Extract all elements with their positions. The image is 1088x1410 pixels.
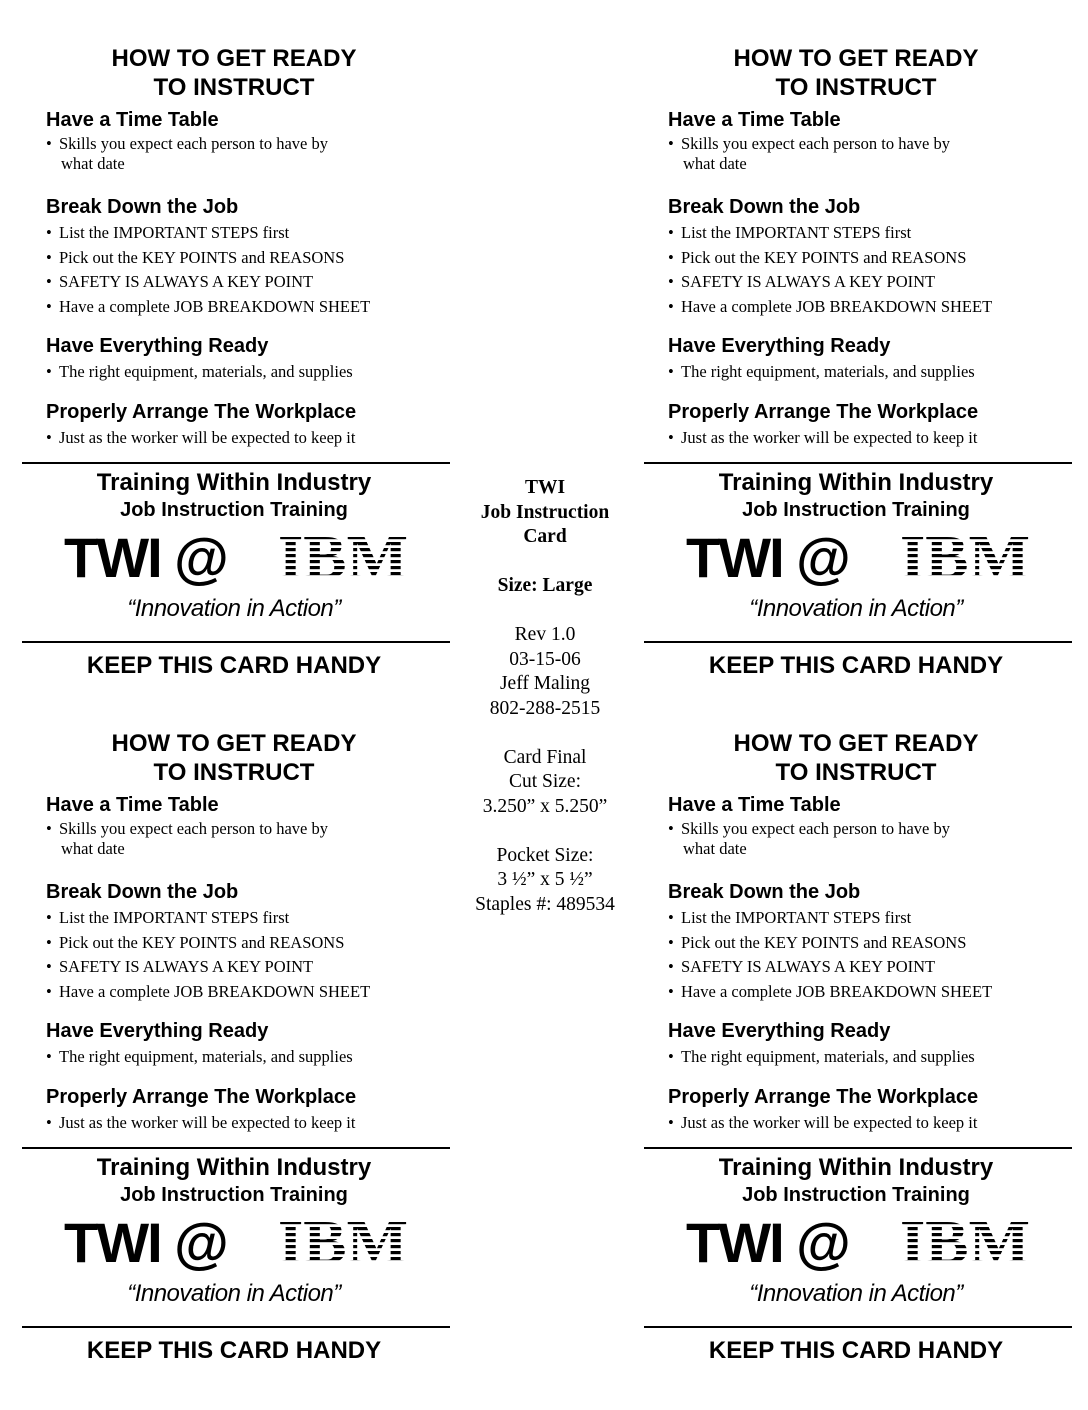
section-break-down <box>46 880 446 1004</box>
section-arrange-workplace <box>46 1085 446 1136</box>
program-title: Job Instruction Training <box>120 1184 348 1206</box>
bullet-item: • Pick out the KEY POINTS and REASONS <box>668 246 1068 271</box>
bullet-text-continued: what date <box>683 154 747 173</box>
info-size-label: Size: Large <box>497 575 593 596</box>
instruction-card-bottom-left <box>14 725 454 1410</box>
section-break-down <box>668 880 1068 1004</box>
bullet-item: • Have a complete JOB BREAKDOWN SHEET <box>46 295 446 320</box>
logo-ibm-text: IBM <box>900 1215 1030 1271</box>
bullet-item: • Have a complete JOB BREAKDOWN SHEET <box>668 980 1068 1005</box>
bullet-text: Skills you expect each person to have by <box>681 134 950 153</box>
twi-ibm-logo <box>684 530 1032 586</box>
info-cut-line1: Card Final <box>503 746 587 768</box>
logo-twi-text: TWI @ <box>64 530 227 586</box>
card-title-line2: TO INSTRUCT <box>153 759 315 786</box>
info-pocket-label: Pocket Size: <box>496 844 594 866</box>
divider-line <box>644 1147 1072 1149</box>
bullet-item: • The right equipment, materials, and supplies <box>46 1045 446 1070</box>
section-time-table <box>668 793 1068 859</box>
card-spec-info <box>460 476 630 917</box>
section-heading: Have Everything Ready <box>46 335 269 357</box>
section-heading: Have Everything Ready <box>46 1020 269 1042</box>
program-title: Job Instruction Training <box>742 499 970 521</box>
section-everything-ready <box>668 1019 1068 1070</box>
logo-twi-text: TWI @ <box>686 530 849 586</box>
section-time-table <box>46 793 446 859</box>
section-heading: Properly Arrange The Workplace <box>46 1086 357 1108</box>
slogan: “Innovation in Action” <box>749 595 963 622</box>
divider-line <box>644 462 1072 464</box>
info-line-twi: TWI <box>524 477 566 498</box>
section-heading: Break Down the Job <box>46 196 239 218</box>
section-heading: Have a Time Table <box>668 109 841 131</box>
bullet-text: Skills you expect each person to have by <box>59 134 328 153</box>
section-everything-ready <box>668 334 1068 385</box>
section-heading: Break Down the Job <box>668 196 861 218</box>
bullet-item: • List the IMPORTANT STEPS first <box>668 221 1068 246</box>
bullet-item <box>46 134 446 174</box>
bullet-item <box>46 819 446 859</box>
info-revision: Rev 1.0 <box>514 624 576 645</box>
org-title: Training Within Industry <box>96 1154 372 1181</box>
section-heading: Properly Arrange The Workplace <box>46 401 357 423</box>
bullet-item: • Pick out the KEY POINTS and REASONS <box>46 246 446 271</box>
section-time-table <box>668 108 1068 174</box>
bullet-item: • SAFETY IS ALWAYS A KEY POINT <box>46 270 446 295</box>
divider-line <box>22 1326 450 1328</box>
bullet-text-continued: what date <box>683 839 747 858</box>
instruction-card-top-left <box>14 40 454 725</box>
card-title <box>14 44 454 102</box>
bullet-text: Skills you expect each person to have by <box>681 819 950 838</box>
info-pocket-size: 3 ½” x 5 ½” <box>497 869 593 890</box>
section-time-table <box>46 108 446 174</box>
section-heading: Have a Time Table <box>46 109 219 131</box>
info-line-job-instruction: Job Instruction <box>480 501 610 523</box>
card-title-line2: TO INSTRUCT <box>153 74 315 101</box>
section-arrange-workplace <box>668 1085 1068 1136</box>
card-title <box>14 729 454 787</box>
twi-ibm-logo <box>684 1215 1032 1271</box>
bullet-item: • Pick out the KEY POINTS and REASONS <box>668 931 1068 956</box>
bullet-item: • Have a complete JOB BREAKDOWN SHEET <box>668 295 1068 320</box>
program-title: Job Instruction Training <box>120 499 348 521</box>
bullet-item: • Just as the worker will be expected to keep it <box>46 1111 446 1136</box>
bullet-item <box>668 819 1068 859</box>
logo-ibm-text: IBM <box>900 530 1030 586</box>
card-title-line2: TO INSTRUCT <box>775 759 937 786</box>
section-heading: Have a Time Table <box>668 794 841 816</box>
bullet-text: Skills you expect each person to have by <box>59 819 328 838</box>
info-cut-size: 3.250” x 5.250” <box>482 795 608 817</box>
section-heading: Have Everything Ready <box>668 335 891 357</box>
bullet-item: • SAFETY IS ALWAYS A KEY POINT <box>46 955 446 980</box>
footer-keep-card: KEEP THIS CARD HANDY <box>86 652 382 679</box>
org-title: Training Within Industry <box>718 1154 994 1181</box>
section-heading: Break Down the Job <box>668 881 861 903</box>
section-arrange-workplace <box>668 400 1068 451</box>
info-staples-number: Staples #: 489534 <box>475 893 615 915</box>
divider-line <box>22 1147 450 1149</box>
card-title-line1: HOW TO GET READY <box>733 730 979 757</box>
org-title: Training Within Industry <box>96 469 372 496</box>
bullet-item <box>668 134 1068 174</box>
org-title: Training Within Industry <box>718 469 994 496</box>
instruction-card-top-right <box>636 40 1076 725</box>
info-phone: 802-288-2515 <box>489 697 601 719</box>
slogan: “Innovation in Action” <box>127 1280 341 1307</box>
bullet-item: • Just as the worker will be expected to keep it <box>668 426 1068 451</box>
footer-keep-card: KEEP THIS CARD HANDY <box>708 1337 1004 1364</box>
logo-ibm-text: IBM <box>278 530 408 586</box>
section-heading: Properly Arrange The Workplace <box>668 1086 979 1108</box>
divider-line <box>22 462 450 464</box>
bullet-item: • SAFETY IS ALWAYS A KEY POINT <box>668 270 1068 295</box>
section-arrange-workplace <box>46 400 446 451</box>
slogan: “Innovation in Action” <box>749 1280 963 1307</box>
info-author: Jeff Maling <box>499 673 591 694</box>
program-title: Job Instruction Training <box>742 1184 970 1206</box>
bullet-text-continued: what date <box>61 839 125 858</box>
section-everything-ready <box>46 334 446 385</box>
logo-twi-text: TWI @ <box>686 1215 849 1271</box>
bullet-item: • Pick out the KEY POINTS and REASONS <box>46 931 446 956</box>
info-date: 03-15-06 <box>509 648 581 670</box>
logo-twi-text: TWI @ <box>64 1215 227 1271</box>
divider-line <box>644 1326 1072 1328</box>
logo-ibm-text: IBM <box>278 1215 408 1271</box>
card-title-line1: HOW TO GET READY <box>733 45 979 72</box>
bullet-text-continued: what date <box>61 154 125 173</box>
bullet-item: • List the IMPORTANT STEPS first <box>46 906 446 931</box>
card-title-line1: HOW TO GET READY <box>111 45 357 72</box>
twi-ibm-logo <box>62 1215 410 1271</box>
bullet-item: • Have a complete JOB BREAKDOWN SHEET <box>46 980 446 1005</box>
divider-line <box>22 641 450 643</box>
info-line-card: Card <box>523 526 567 547</box>
bullet-item: • List the IMPORTANT STEPS first <box>668 906 1068 931</box>
slogan: “Innovation in Action” <box>127 595 341 622</box>
bullet-item: • Just as the worker will be expected to keep it <box>668 1111 1068 1136</box>
card-title <box>636 729 1076 787</box>
section-break-down <box>46 195 446 319</box>
section-heading: Have Everything Ready <box>668 1020 891 1042</box>
bullet-item: • Just as the worker will be expected to keep it <box>46 426 446 451</box>
footer-keep-card: KEEP THIS CARD HANDY <box>708 652 1004 679</box>
section-everything-ready <box>46 1019 446 1070</box>
info-cut-line2: Cut Size: <box>508 771 582 792</box>
twi-ibm-logo <box>62 530 410 586</box>
section-heading: Have a Time Table <box>46 794 219 816</box>
section-heading: Break Down the Job <box>46 881 239 903</box>
bullet-item: • The right equipment, materials, and supplies <box>46 360 446 385</box>
card-title <box>636 44 1076 102</box>
card-title-line1: HOW TO GET READY <box>111 730 357 757</box>
bullet-item: • SAFETY IS ALWAYS A KEY POINT <box>668 955 1068 980</box>
section-heading: Properly Arrange The Workplace <box>668 401 979 423</box>
footer-keep-card: KEEP THIS CARD HANDY <box>86 1337 382 1364</box>
card-title-line2: TO INSTRUCT <box>775 74 937 101</box>
bullet-item: • List the IMPORTANT STEPS first <box>46 221 446 246</box>
section-break-down <box>668 195 1068 319</box>
instruction-card-bottom-right <box>636 725 1076 1410</box>
bullet-item: • The right equipment, materials, and supplies <box>668 360 1068 385</box>
bullet-item: • The right equipment, materials, and supplies <box>668 1045 1068 1070</box>
divider-line <box>644 641 1072 643</box>
